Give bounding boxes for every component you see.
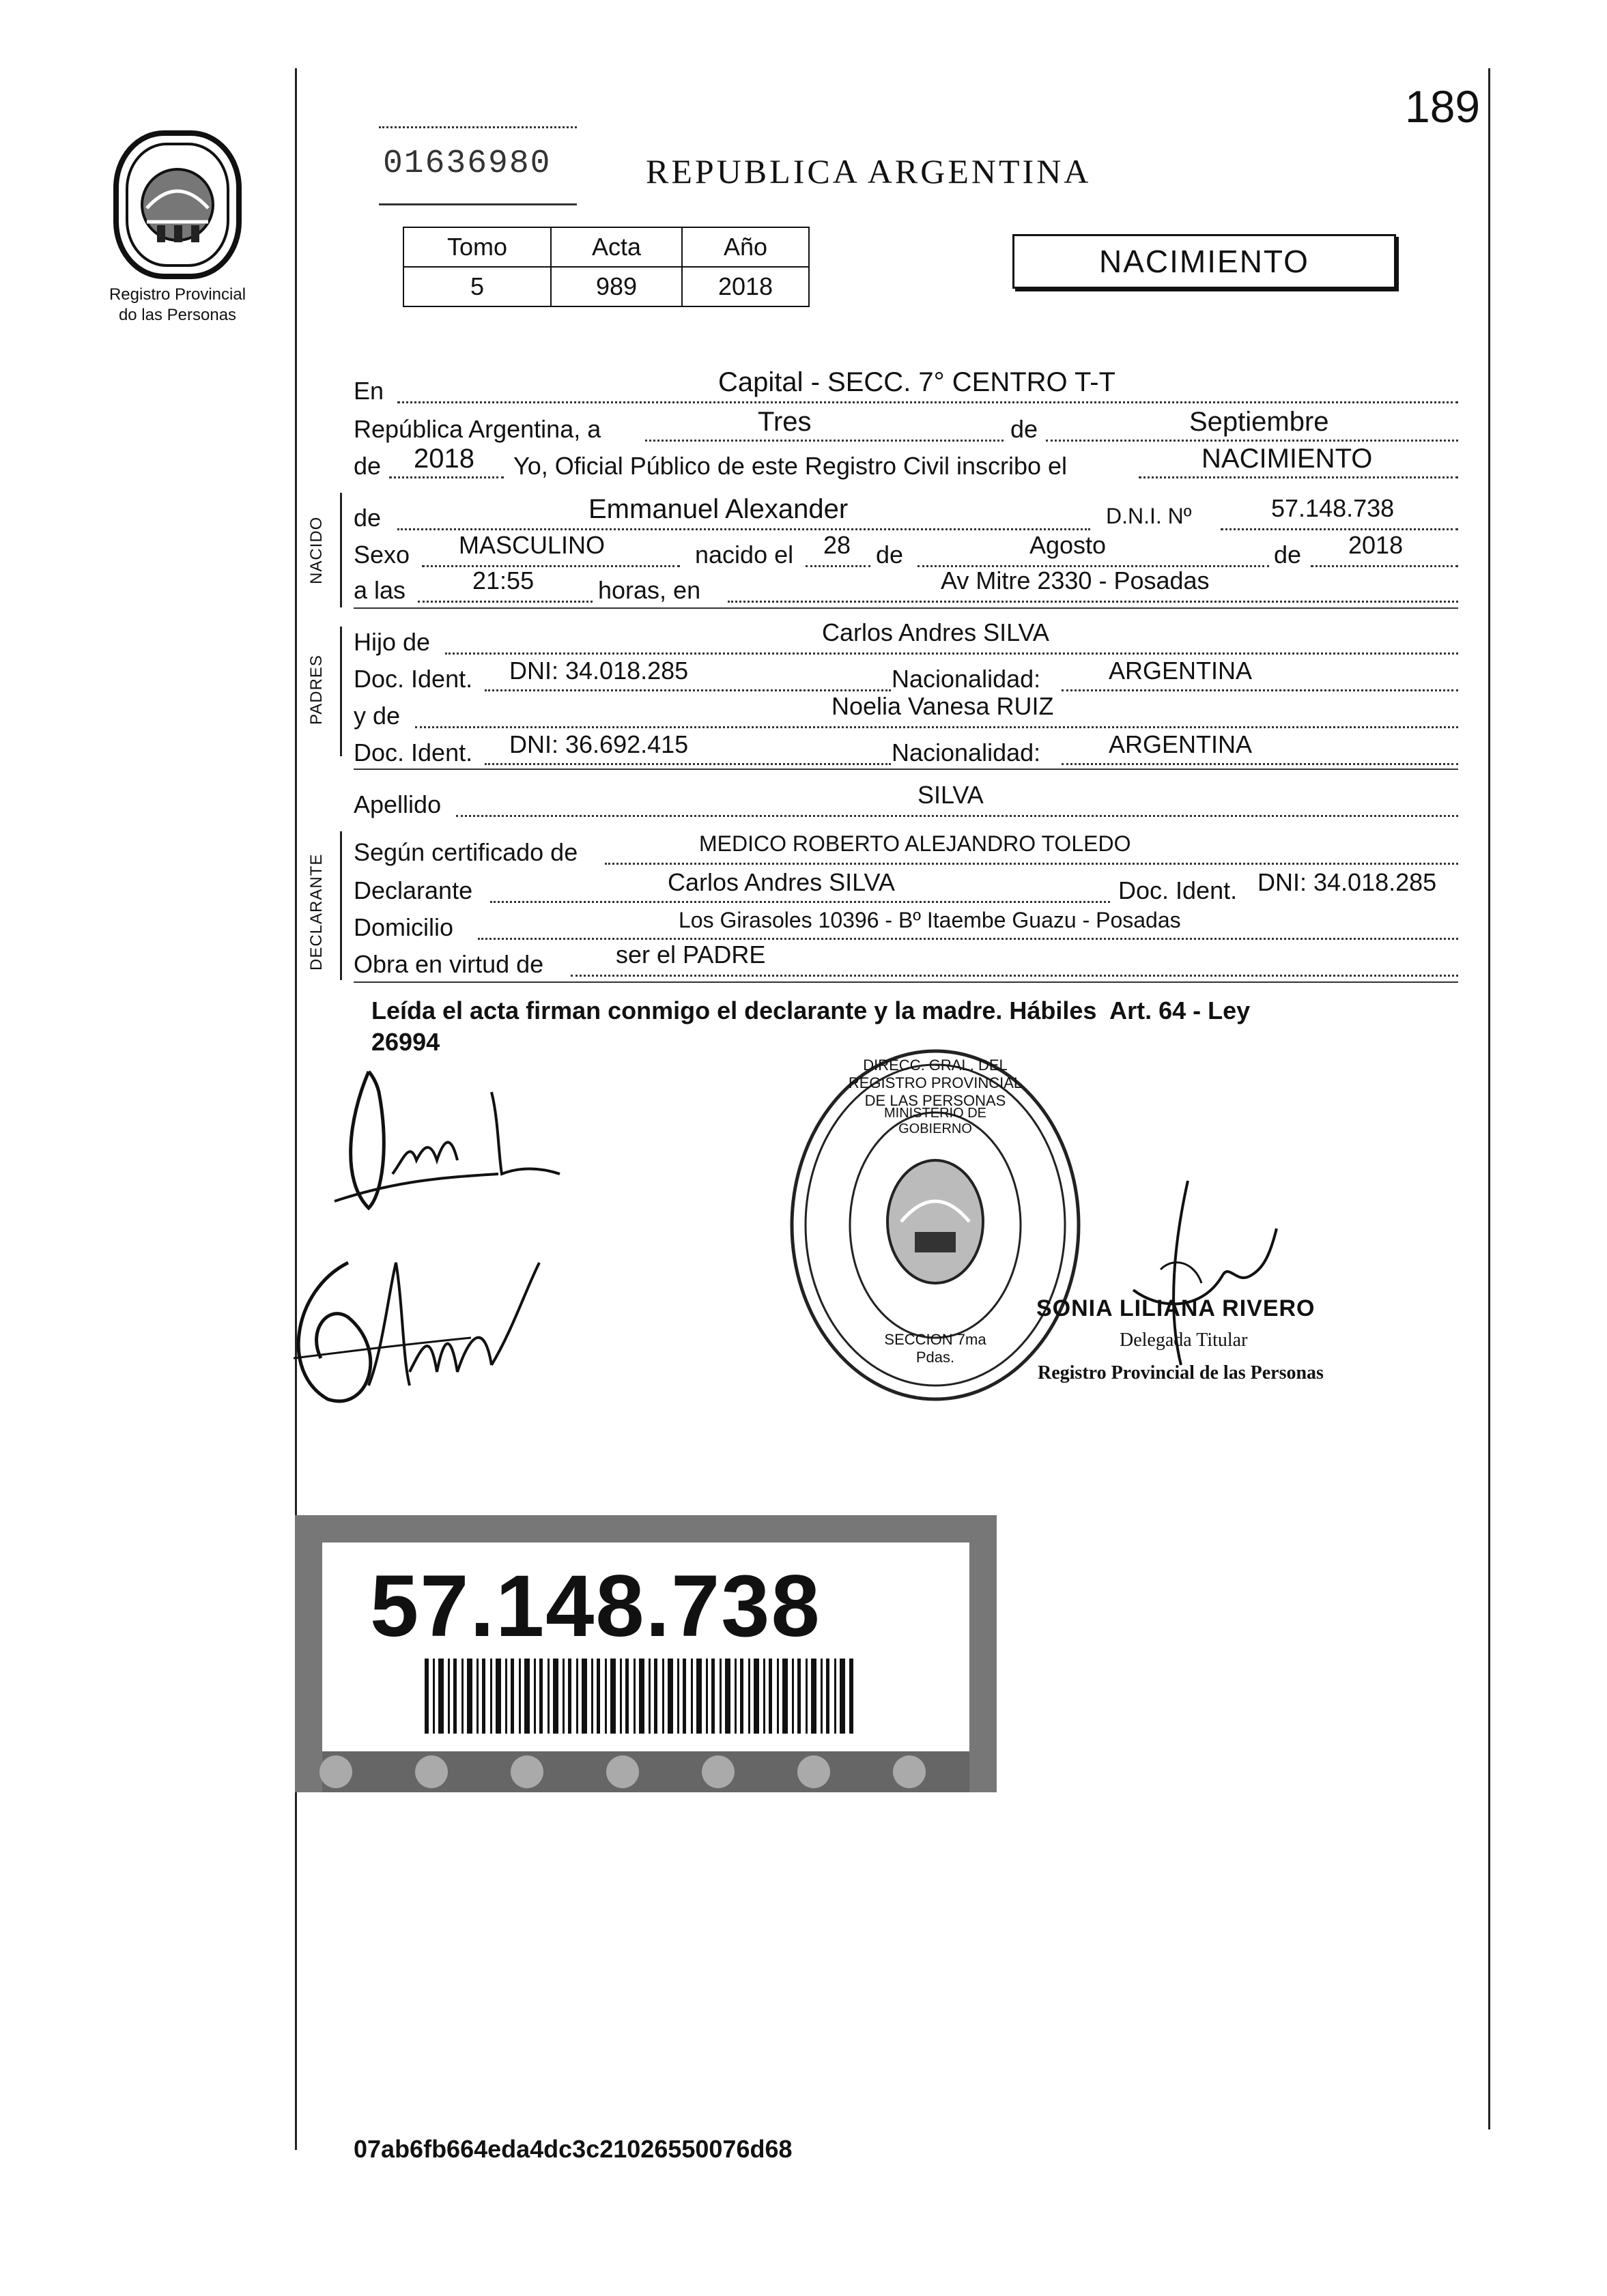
father-nat-dots [1062, 689, 1458, 691]
father-dots [445, 652, 1458, 655]
certificado-dots [605, 863, 1458, 865]
registry-logo [109, 126, 246, 283]
birth-month: Agosto [1029, 531, 1107, 559]
declarante-section-bar [340, 831, 342, 980]
month-dots [1046, 440, 1458, 442]
nacido-el-label: nacido el [695, 541, 794, 569]
barcode-icon [425, 1659, 855, 1734]
record-type: NACIMIENTO [1099, 244, 1309, 279]
acta-value: 989 [551, 267, 682, 306]
apellido-dots [456, 815, 1458, 817]
officer-text: Yo, Oficial Público de este Registro Civil inscribo el [513, 452, 1068, 480]
declarante-doc-label: Doc. Ident. [1118, 876, 1238, 904]
year-value: 2018 [414, 444, 474, 474]
right-margin-line [1488, 68, 1490, 2129]
obra-dots [571, 975, 1458, 977]
child-dni: 57.148.738 [1271, 494, 1395, 522]
hijo-de-label: Hijo de [354, 628, 431, 656]
en-label: En [354, 377, 384, 405]
control-number-box [379, 126, 577, 205]
logo-caption-line1: Registro Provincial [109, 285, 246, 304]
father-name: Carlos Andres SILVA [822, 618, 1049, 646]
child-name: Emmanuel Alexander [588, 494, 849, 524]
declarante-signature-icon [328, 1065, 573, 1222]
en-value: Capital - SECC. 7° CENTRO T-T [718, 367, 1116, 397]
mother-name: Noelia Vanesa RUIZ [831, 692, 1054, 720]
officer-name: SONIA LILIANA RIVERO [1036, 1295, 1316, 1321]
name-dots [397, 528, 1090, 530]
en-dots [397, 401, 1458, 403]
page-number: 189 [1405, 81, 1481, 132]
obra-value: ser el PADRE [616, 941, 766, 968]
record-table-header: Tomo [403, 227, 551, 267]
closing-text-line1: Leída el acta firman conmigo el declarante y la madre. Hábiles Art. 64 - Ley [371, 996, 1251, 1024]
left-margin-line [295, 68, 297, 2150]
birth-day-dots [806, 565, 870, 567]
father-doc: DNI: 34.018.285 [509, 657, 689, 685]
control-number: 01636980 [383, 145, 552, 182]
domicilio-label: Domicilio [354, 913, 454, 941]
madre-signature-icon [266, 1249, 567, 1413]
birth-de2-label: de [1274, 541, 1302, 569]
birth-de1-label: de [876, 541, 904, 569]
declarante-value: Carlos Andres SILVA [668, 868, 895, 896]
record-table [403, 227, 810, 307]
stamp-bottom-text: SECCION 7ma Pdas. [884, 1331, 986, 1366]
mother-doc: DNI: 36.692.415 [509, 730, 689, 758]
month-value: Septiembre [1189, 407, 1329, 437]
officer-title: Delegada Titular [1120, 1330, 1248, 1351]
mother-doc-dots [485, 763, 891, 765]
officer-office: Registro Provincial de las Personas [1038, 1362, 1324, 1383]
a-las-label: a las [354, 576, 406, 604]
year-prefix-label: de [354, 452, 382, 480]
stamp-outer-text: DIRECC. GRAL. DEL REGISTRO PROVINCIAL DE LAS PERSONAS [848, 1057, 1023, 1109]
obra-label: Obra en virtud de [354, 950, 544, 978]
republica-label: República Argentina, a [354, 415, 601, 443]
nacido-de-label: de [354, 504, 382, 532]
stamp-inner-text: MINISTERIO DE GOBIERNO [883, 1106, 986, 1136]
certificado-label: Según certificado de [354, 838, 578, 866]
mother-dots [415, 726, 1458, 728]
apellido-label: Apellido [354, 790, 442, 818]
nacido-section-bar [340, 493, 342, 607]
id-label-number: 57.148.738 [370, 1558, 821, 1655]
birth-year: 2018 [1348, 531, 1404, 559]
birth-time: 21:55 [472, 566, 535, 594]
year-dots [389, 476, 504, 478]
declarante-section-label: DECLARANTE [307, 853, 326, 971]
padres-section-label: PADRES [307, 655, 326, 725]
record-table-value-row [403, 267, 809, 306]
document-hash: 07ab6fb664eda4dc3c21026550076d68 [354, 2135, 793, 2163]
birth-day: 28 [823, 531, 851, 559]
father-nationality: ARGENTINA [1109, 657, 1253, 685]
place-dots [728, 601, 1458, 603]
father-doc-dots [485, 689, 891, 691]
declarante-dots [490, 901, 1110, 903]
domicilio-dots [478, 938, 1458, 940]
certificado-value: MEDICO ROBERTO ALEJANDRO TOLEDO [699, 831, 1131, 856]
birth-place: Av Mitre 2330 - Posadas [941, 566, 1210, 594]
dni-dots [1221, 528, 1458, 530]
provincia-de-misiones-emblem-icon [109, 126, 246, 283]
sexo-dots [422, 565, 680, 567]
doc-ident-father-label: Doc. Ident. [354, 665, 473, 693]
time-dots [418, 601, 593, 603]
country-title: REPUBLICA ARGENTINA [646, 152, 1092, 190]
nacido-underline [354, 607, 1458, 609]
nacido-section-label: NACIDO [307, 516, 326, 584]
record-table-header-row [403, 227, 809, 267]
nacionalidad-father-label: Nacionalidad: [892, 665, 1041, 693]
inscribo-value: NACIMIENTO [1201, 444, 1373, 474]
tomo-value: 5 [403, 267, 551, 306]
declarante-underline [354, 981, 1458, 983]
day-dots [645, 440, 1004, 442]
dni-label: D.N.I. Nº [1106, 504, 1192, 528]
logo-caption-line2: do las Personas [118, 306, 237, 324]
record-table-header: Año [682, 227, 809, 267]
record-type-box [1012, 234, 1396, 289]
y-de-label: y de [354, 702, 401, 730]
record-table-header: Acta [551, 227, 682, 267]
closing-text-line2: 26994 [371, 1028, 440, 1056]
day-value: Tres [758, 407, 812, 437]
sexo-value: MASCULINO [459, 531, 606, 559]
apellido-value: SILVA [918, 781, 984, 809]
id-label-sticker [295, 1515, 997, 1792]
doc-ident-mother-label: Doc. Ident. [354, 738, 473, 766]
domicilio-value: Los Girasoles 10396 - Bº Itaembe Guazu - Posadas [679, 908, 1181, 932]
padres-section-bar [340, 627, 342, 756]
mother-nationality: ARGENTINA [1109, 730, 1253, 758]
nacionalidad-mother-label: Nacionalidad: [892, 738, 1041, 766]
padres-underline [354, 769, 1458, 770]
ano-value: 2018 [682, 267, 809, 306]
sexo-label: Sexo [354, 541, 410, 569]
horas-label: horas, en [598, 576, 701, 604]
declarante-label: Declarante [354, 876, 473, 904]
official-stamp [785, 1044, 1085, 1406]
inscribo-dots [1139, 476, 1458, 478]
birth-year-dots [1311, 565, 1458, 567]
declarante-doc: DNI: 34.018.285 [1257, 868, 1437, 896]
de-month-label: de [1010, 415, 1038, 443]
mother-nat-dots [1062, 763, 1458, 765]
